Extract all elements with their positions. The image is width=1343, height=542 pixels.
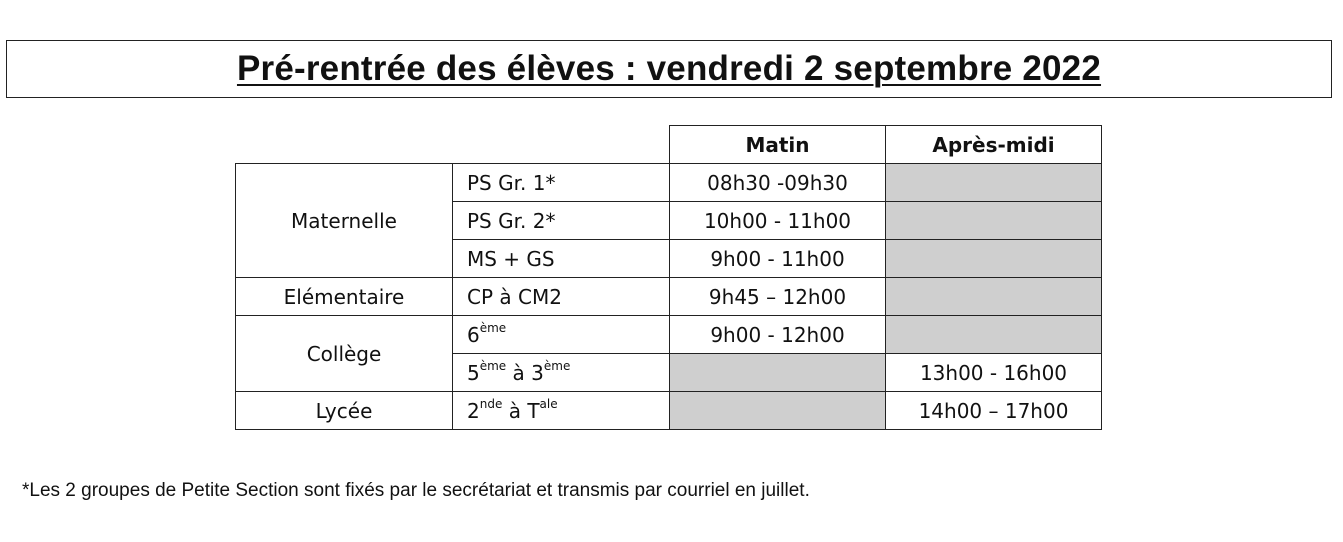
- class-superscript: ème: [479, 358, 507, 373]
- class-middle: à 3: [506, 360, 544, 385]
- matin-cell: 08h30 -09h30: [670, 164, 886, 202]
- apres-midi-cell: 13h00 - 16h00: [886, 354, 1102, 392]
- title-box: [6, 40, 1332, 98]
- level-elementaire: Elémentaire: [236, 278, 453, 316]
- table-header-row: [236, 126, 1102, 164]
- footnote: *Les 2 groupes de Petite Section sont fixés par le secrétariat et transmis par courriel en juillet.: [22, 480, 810, 501]
- class-cell: MS + GS: [453, 240, 670, 278]
- matin-cell: 10h00 - 11h00: [670, 202, 886, 240]
- level-college: Collège: [236, 316, 453, 392]
- apres-midi-cell-empty: [886, 202, 1102, 240]
- level-lycee: Lycée: [236, 392, 453, 430]
- class-cell: PS Gr. 1*: [453, 164, 670, 202]
- empty-corner: [236, 126, 453, 164]
- class-superscript: nde: [479, 396, 503, 411]
- class-middle: à T: [502, 398, 540, 423]
- class-cell: [453, 392, 670, 430]
- apres-midi-cell-empty: [886, 278, 1102, 316]
- table-row: [236, 392, 1102, 430]
- class-number: 2: [467, 398, 480, 423]
- apres-midi-cell-empty: [886, 240, 1102, 278]
- level-maternelle: Maternelle: [236, 164, 453, 278]
- matin-cell-empty: [670, 392, 886, 430]
- table-row: [236, 316, 1102, 354]
- matin-cell: 9h00 - 11h00: [670, 240, 886, 278]
- matin-cell: 9h45 – 12h00: [670, 278, 886, 316]
- apres-midi-cell-empty: [886, 164, 1102, 202]
- class-cell: PS Gr. 2*: [453, 202, 670, 240]
- class-cell: [453, 354, 670, 392]
- class-superscript: ème: [479, 320, 507, 335]
- matin-cell: 9h00 - 12h00: [670, 316, 886, 354]
- apres-midi-cell-empty: [886, 316, 1102, 354]
- empty-corner: [453, 126, 670, 164]
- matin-cell-empty: [670, 354, 886, 392]
- table-row: [236, 164, 1102, 202]
- class-number: 5: [467, 360, 480, 385]
- class-number: 6: [467, 322, 480, 347]
- apres-midi-cell: 14h00 – 17h00: [886, 392, 1102, 430]
- schedule-table: [235, 125, 1102, 430]
- header-apres-midi: Après-midi: [886, 126, 1102, 164]
- page-title: Pré-rentrée des élèves : vendredi 2 septembre 2022: [236, 49, 1102, 88]
- class-cell: [453, 316, 670, 354]
- class-superscript: ale: [539, 396, 558, 411]
- class-cell: CP à CM2: [453, 278, 670, 316]
- table-row: [236, 278, 1102, 316]
- class-superscript: ème: [543, 358, 571, 373]
- header-matin: Matin: [670, 126, 886, 164]
